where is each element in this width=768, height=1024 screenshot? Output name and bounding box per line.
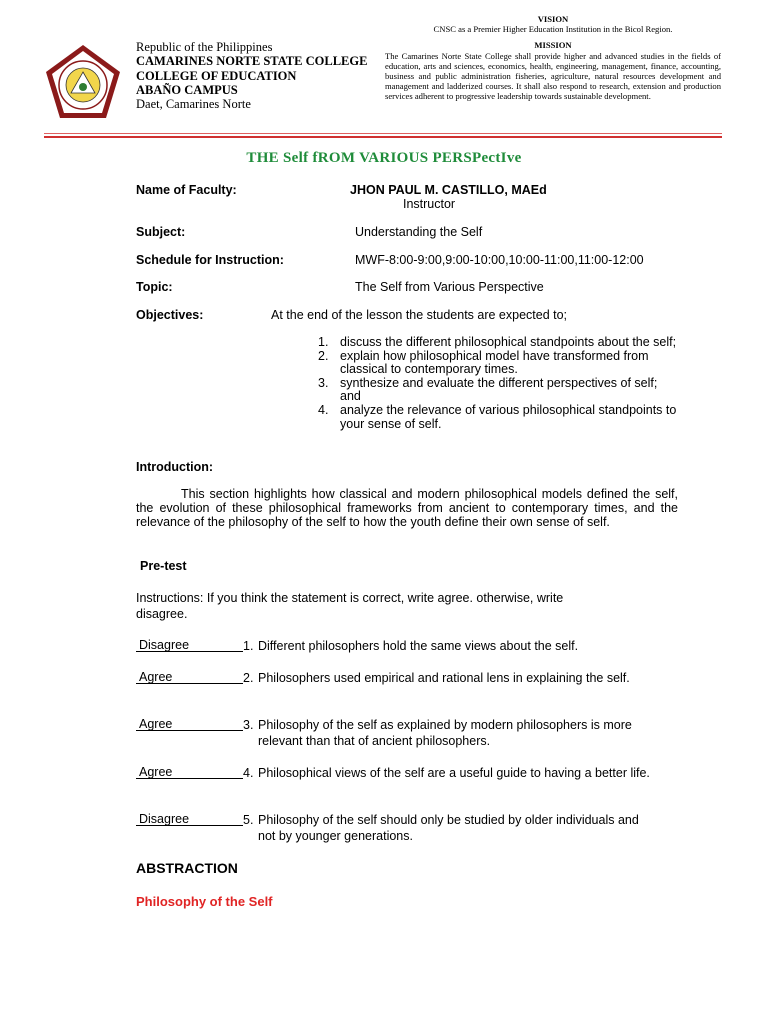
college-seal-logo bbox=[43, 43, 123, 123]
topic-label: Topic: bbox=[136, 280, 173, 294]
document-title: THE Self fROM VARIOUS PERSPectIve bbox=[246, 150, 522, 166]
pretest-item bbox=[136, 717, 658, 749]
objective-number: 1. bbox=[318, 335, 329, 349]
introduction-text: This section highlights how classical and modern philosophical models defined the self, the evolution of these philosophical frameworks from ancient to contemporary times, and the relevance of the philosophy of the self to how the youth define their own sense of self. bbox=[136, 487, 678, 529]
republic-line: Republic of the Philippines bbox=[136, 40, 273, 54]
objective-item bbox=[318, 336, 678, 350]
objective-item bbox=[318, 350, 678, 377]
answer-blank: Agree bbox=[136, 670, 243, 684]
item-number: 3. bbox=[243, 718, 254, 732]
header-divider-thick bbox=[44, 136, 722, 138]
item-statement: Philosophy of the self should only be studied by older individuals and not by younger generations. bbox=[258, 813, 639, 843]
objective-item bbox=[318, 404, 678, 431]
subject-value: Understanding the Self bbox=[355, 225, 483, 239]
item-statement: Philosophical views of the self are a useful guide to having a better life. bbox=[258, 766, 650, 780]
faculty-label: Name of Faculty: bbox=[136, 183, 237, 197]
item-number: 2. bbox=[243, 671, 254, 685]
objective-number: 4. bbox=[318, 402, 329, 417]
institution-header bbox=[136, 40, 367, 111]
objective-text: synthesize and evaluate the different perspectives of self; and bbox=[340, 375, 658, 404]
pretest-item bbox=[136, 765, 658, 781]
objective-item bbox=[318, 377, 678, 404]
objective-text: discuss the different philosophical standpoints about the self; bbox=[340, 335, 677, 349]
vision-heading: VISION bbox=[537, 14, 569, 24]
pretest-item bbox=[136, 812, 658, 844]
item-number: 5. bbox=[243, 813, 254, 827]
answer-blank: Agree bbox=[136, 717, 243, 731]
objective-number: 3. bbox=[318, 375, 329, 390]
objective-number: 2. bbox=[318, 348, 329, 363]
mission-heading: MISSION bbox=[534, 40, 572, 51]
answer-blank: Disagree bbox=[136, 812, 243, 826]
schedule-label: Schedule for Instruction: bbox=[136, 253, 284, 267]
pretest-item bbox=[136, 638, 658, 654]
item-statement: Different philosophers hold the same views about the self. bbox=[258, 639, 579, 653]
objective-text: explain how philosophical model have transformed from classical to contemporary times. bbox=[340, 348, 649, 377]
header-divider-thin bbox=[44, 133, 722, 134]
faculty-position: Instructor bbox=[403, 197, 456, 211]
schedule-value: MWF-8:00-9:00,9:00-10:00,10:00-11:00,11:00-12:00 bbox=[355, 253, 644, 267]
item-statement: Philosophers used empirical and rational lens in explaining the self. bbox=[258, 671, 630, 685]
answer-blank: Disagree bbox=[136, 638, 243, 652]
location-line: Daet, Camarines Norte bbox=[136, 97, 251, 112]
department-name: COLLEGE OF EDUCATION bbox=[136, 68, 297, 83]
item-statement: Philosophy of the self as explained by modern philosophers is more relevant than that of ancient philosophers. bbox=[258, 718, 632, 748]
pretest-label: Pre-test bbox=[140, 559, 187, 573]
objectives-list bbox=[318, 336, 678, 431]
faculty-name: JHON PAUL M. CASTILLO, MAEd bbox=[350, 183, 547, 197]
pretest-item bbox=[136, 670, 658, 686]
campus-name: ABAÑO CAMPUS bbox=[136, 82, 238, 97]
introduction-label: Introduction: bbox=[136, 460, 214, 474]
item-number: 1. bbox=[243, 639, 254, 653]
abstraction-heading: ABSTRACTION bbox=[136, 860, 238, 876]
item-number: 4. bbox=[243, 766, 254, 780]
subject-label: Subject: bbox=[136, 225, 186, 239]
vision-text: CNSC as a Premier Higher Education Institution in the Bicol Region. bbox=[433, 24, 673, 35]
vision-mission-block bbox=[385, 14, 721, 102]
objectives-intro: At the end of the lesson the students are expected to; bbox=[271, 308, 568, 322]
philosophy-heading: Philosophy of the Self bbox=[136, 894, 273, 909]
pretest-instructions: Instructions: If you think the statement is correct, write agree. otherwise, write disagree. bbox=[136, 591, 564, 621]
answer-blank: Agree bbox=[136, 765, 243, 779]
topic-value: The Self from Various Perspective bbox=[355, 280, 544, 294]
mission-text: The Camarines Norte State College shall provide higher and advanced studies in the fields of education, arts and sciences, economics, health, engineering, management, finance, accounting, business and public administration fisheries, agriculture, natural resources development and management and ladderized courses. It shall also respond to research, extension and production services adherent to progressive leadership towards sustainable development. bbox=[385, 50, 721, 102]
objectives-label: Objectives: bbox=[136, 308, 204, 322]
objective-text: analyze the relevance of various philosophical standpoints to your sense of self. bbox=[340, 402, 677, 431]
college-name: CAMARINES NORTE STATE COLLEGE bbox=[136, 54, 368, 69]
